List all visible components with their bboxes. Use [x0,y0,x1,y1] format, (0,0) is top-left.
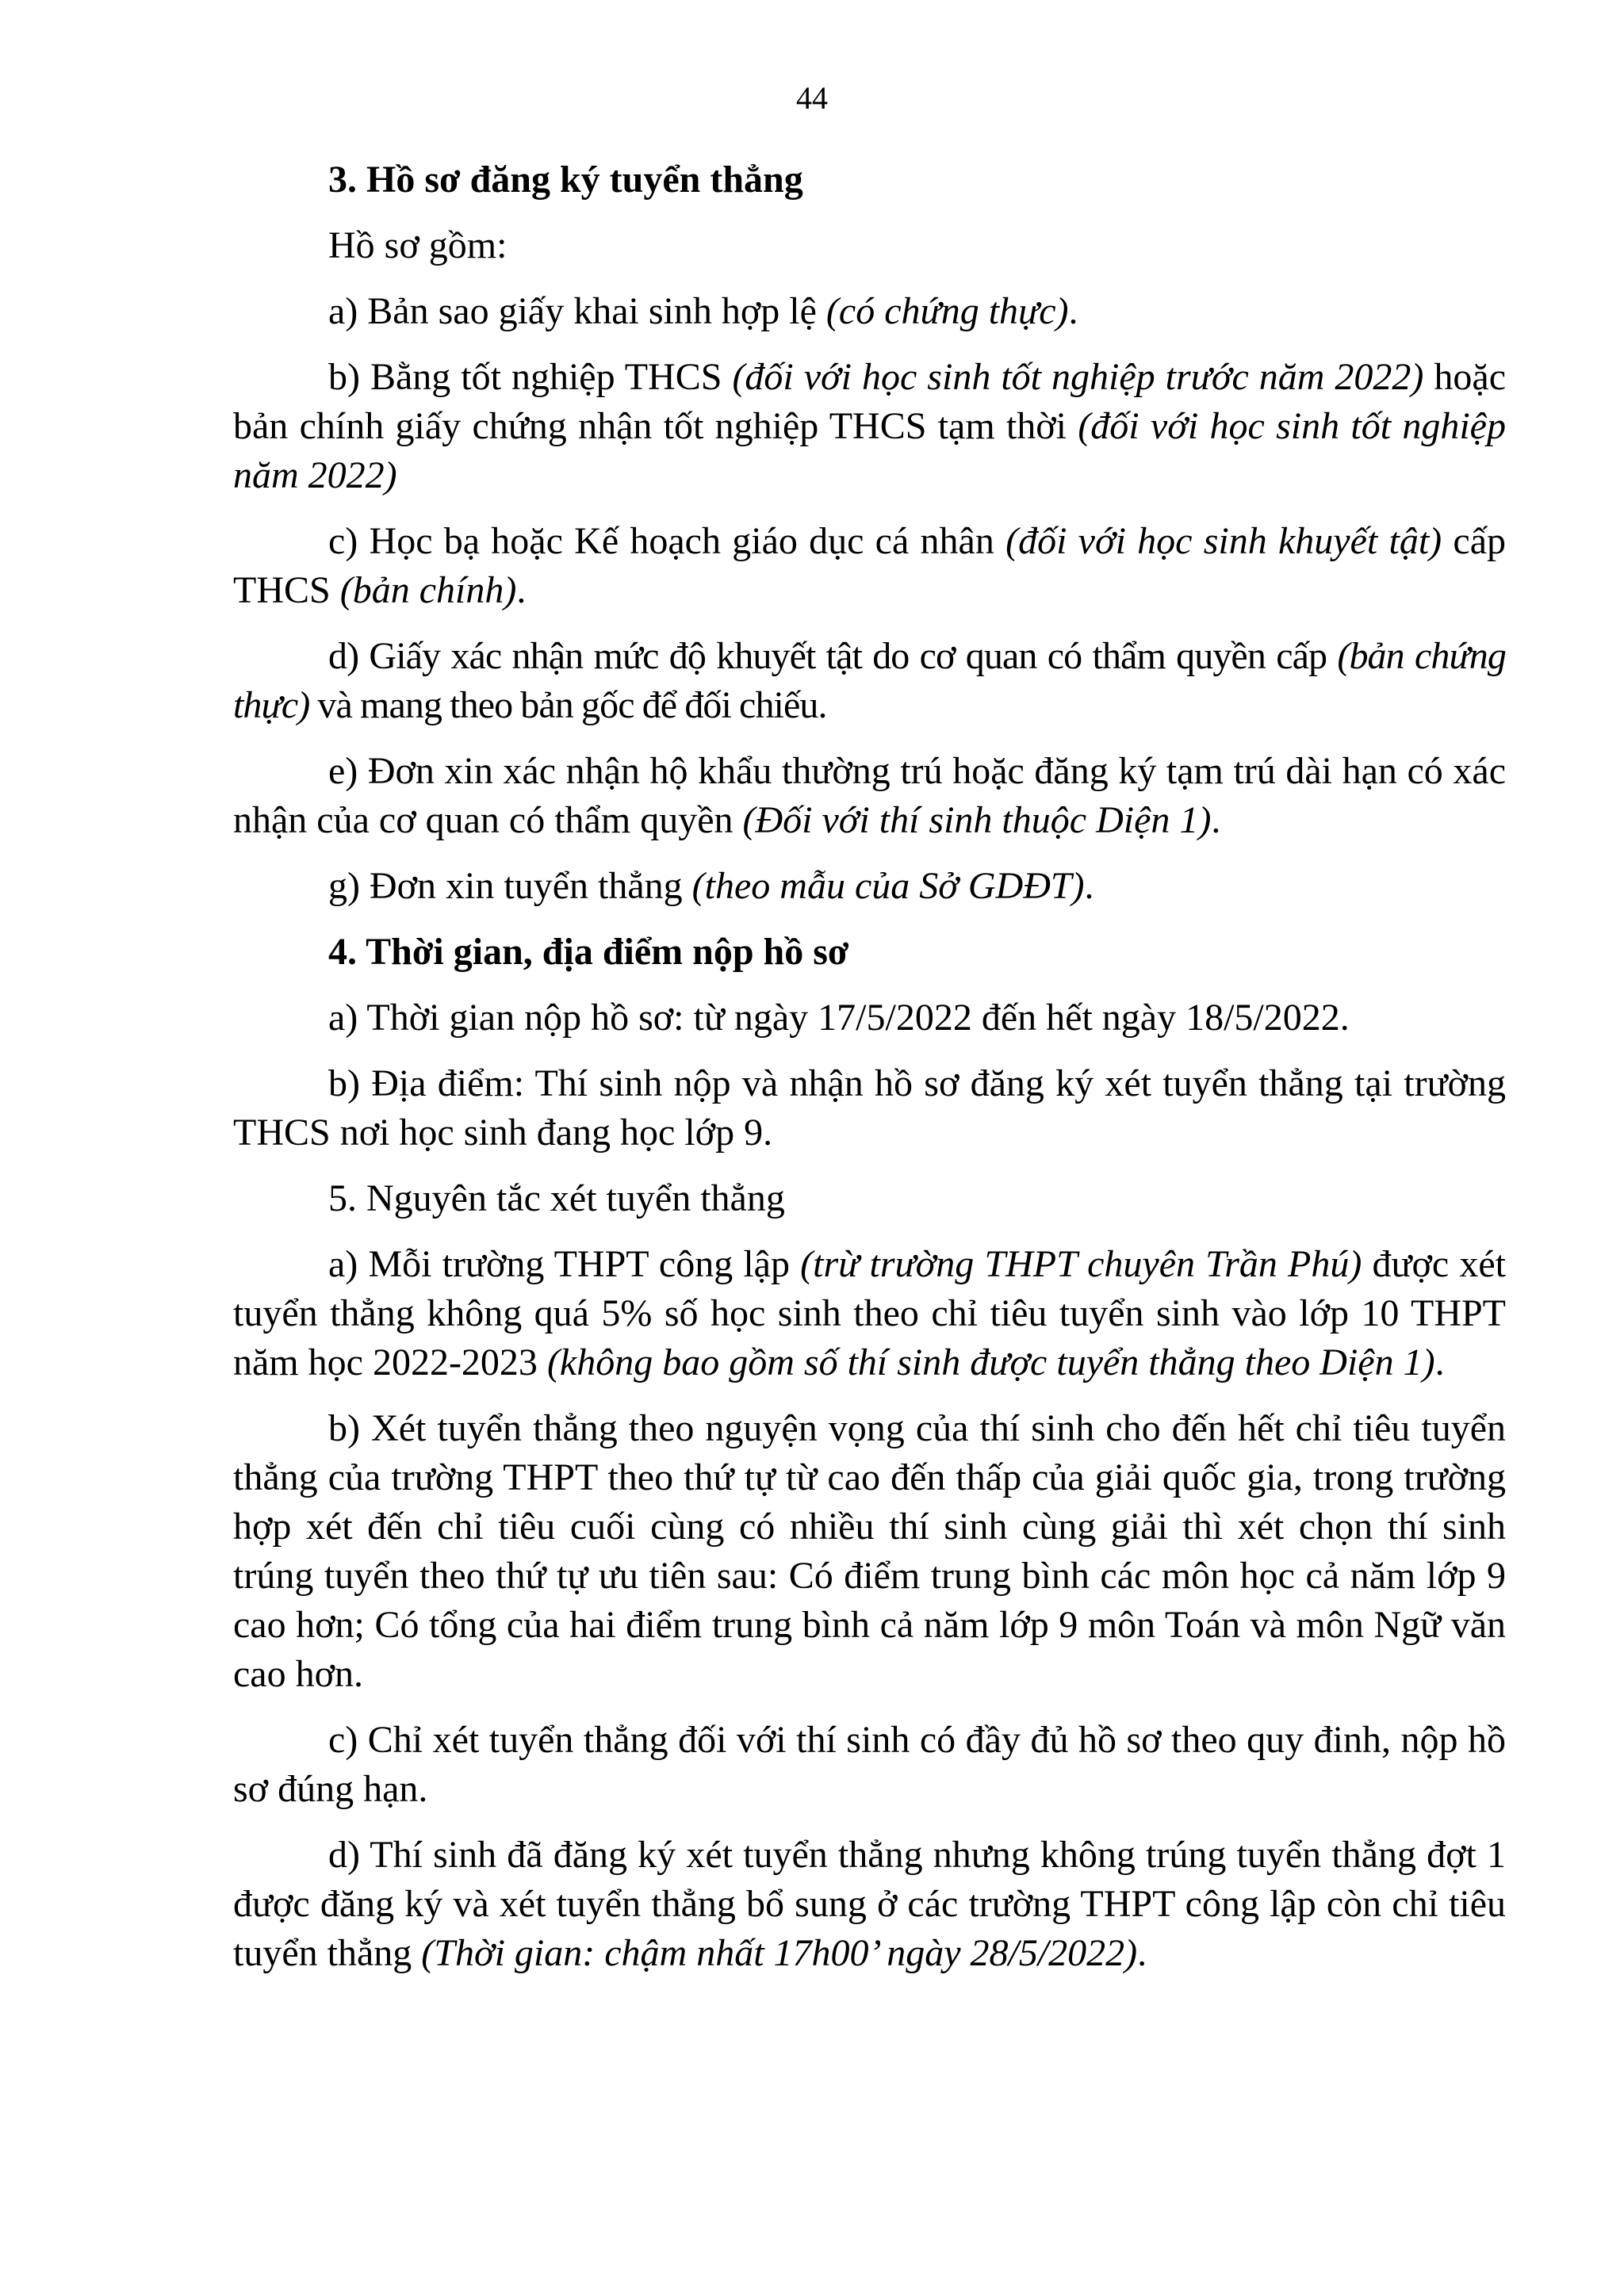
document-body [233,155,1506,1995]
item-text: a) Bản sao giấy khai sinh hợp lệ [328,290,826,332]
section-5-item-c: c) Chỉ xét tuyển thẳng đối với thí sinh có đầy đủ hồ sơ theo quy đinh, nộp hồ sơ đúng hạn. [233,1719,1506,1810]
item-end: . [1137,1932,1147,1974]
item-italic-note: (Đối với thí sinh thuộc Diện 1) [742,799,1212,841]
item-italic-note: (có chứng thực) [825,290,1069,332]
section-3-item-d [233,632,1506,730]
section-4-heading: 4. Thời gian, địa điểm nộp hồ sơ [328,931,849,973]
section-3-intro: Hồ sơ gồm: [328,224,508,266]
item-italic-note: (đối với học sinh khuyết tật) [1005,520,1442,562]
item-end: . [516,569,527,611]
item-text: hoặc bản chính giấy chứng nhận tốt nghiệp THCS tạm thời [233,356,1506,447]
item-italic-note: (trừ trường THPT chuyên Trần Phú) [800,1243,1362,1285]
section-3-item-g [233,862,1506,911]
page-number: 44 [796,80,828,116]
section-3-item-a [233,287,1506,336]
section-5-item-d [233,1831,1506,1978]
section-4-item-a: a) Thời gian nộp hồ sơ: từ ngày 17/5/2022 đến hết ngày 18/5/2022. [328,997,1350,1039]
item-italic-note: (bản chính) [339,569,517,611]
item-italic-note: (không bao gồm số thí sinh được tuyển thẳng theo Diện 1) [546,1341,1435,1383]
item-italic-note: (đối với học sinh tốt nghiệp trước năm 2022) [732,356,1424,398]
item-text: cấp THCS [233,520,1506,611]
item-italic-note: (bản chứng thực) [233,635,1506,726]
item-end: . [1434,1341,1445,1383]
item-text: d) Thí sinh đã đăng ký xét tuyển thẳng nhưng không trúng tuyển thẳng đợt 1 được đăng ký và xét tuyển thẳng bổ sung ở các trường THPT công lập còn chỉ tiêu tuyển thẳng [233,1834,1506,1974]
item-text: và mang theo bản gốc để đối chiếu. [309,684,827,726]
section-5-item-a [233,1240,1506,1387]
item-text: e) Đơn xin xác nhận hộ khẩu thường trú hoặc đăng ký tạm trú dài hạn có xác nhận của cơ quan có thẩm quyền [233,750,1506,841]
section-3-item-b [233,353,1506,500]
item-text: c) Học bạ hoặc Kế hoạch giáo dục cá nhân [328,520,1006,562]
item-text: d) Giấy xác nhận mức độ khuyết tật do cơ quan có thẩm quyền cấp [328,635,1338,677]
item-text: b) Bằng tốt nghiệp THCS [328,356,733,398]
item-italic-note: (theo mẫu của Sở GDĐT) [691,865,1085,907]
item-text: g) Đơn xin tuyển thẳng [328,865,692,907]
item-text: a) Mỗi trường THPT công lập [328,1243,801,1285]
item-text: được xét tuyển thẳng không quá 5% số học sinh theo chỉ tiêu tuyển sinh vào lớp 10 THPT năm học 2022-2023 [233,1243,1507,1383]
item-end: . [1211,799,1221,841]
item-end: . [1084,865,1094,907]
item-italic-note: (Thời gian: chậm nhất 17h00’ ngày 28/5/2022) [421,1932,1138,1974]
section-4-item-b: b) Địa điểm: Thí sinh nộp và nhận hồ sơ đăng ký xét tuyển thẳng tại trường THCS nơi học sinh đang học lớp 9. [233,1062,1506,1154]
section-5-heading: 5. Nguyên tắc xét tuyển thẳng [328,1177,785,1219]
item-italic-note: (đối với học sinh tốt nghiệp năm 2022) [233,405,1506,496]
section-3-item-c [233,517,1506,615]
item-end: . [1068,290,1078,332]
section-5-item-b: b) Xét tuyển thẳng theo nguyện vọng của thí sinh cho đến hết chỉ tiêu tuyển thẳng của trường THPT theo thứ tự từ cao đến thấp của giải quốc gia, trong trường hợp xét đến chỉ tiêu cuối cùng có nhiều thí sinh cùng giải thì xét chọn thí sinh trúng tuyển theo thứ tự ưu tiên sau: Có điểm trung bình các môn học cả năm lớp 9 cao hơn; Có tổng của hai điểm trung bình cả năm lớp 9 môn Toán và môn Ngữ văn cao hơn. [233,1407,1506,1695]
section-3-heading: 3. Hồ sơ đăng ký tuyển thẳng [328,159,803,201]
section-3-item-e [233,747,1506,845]
